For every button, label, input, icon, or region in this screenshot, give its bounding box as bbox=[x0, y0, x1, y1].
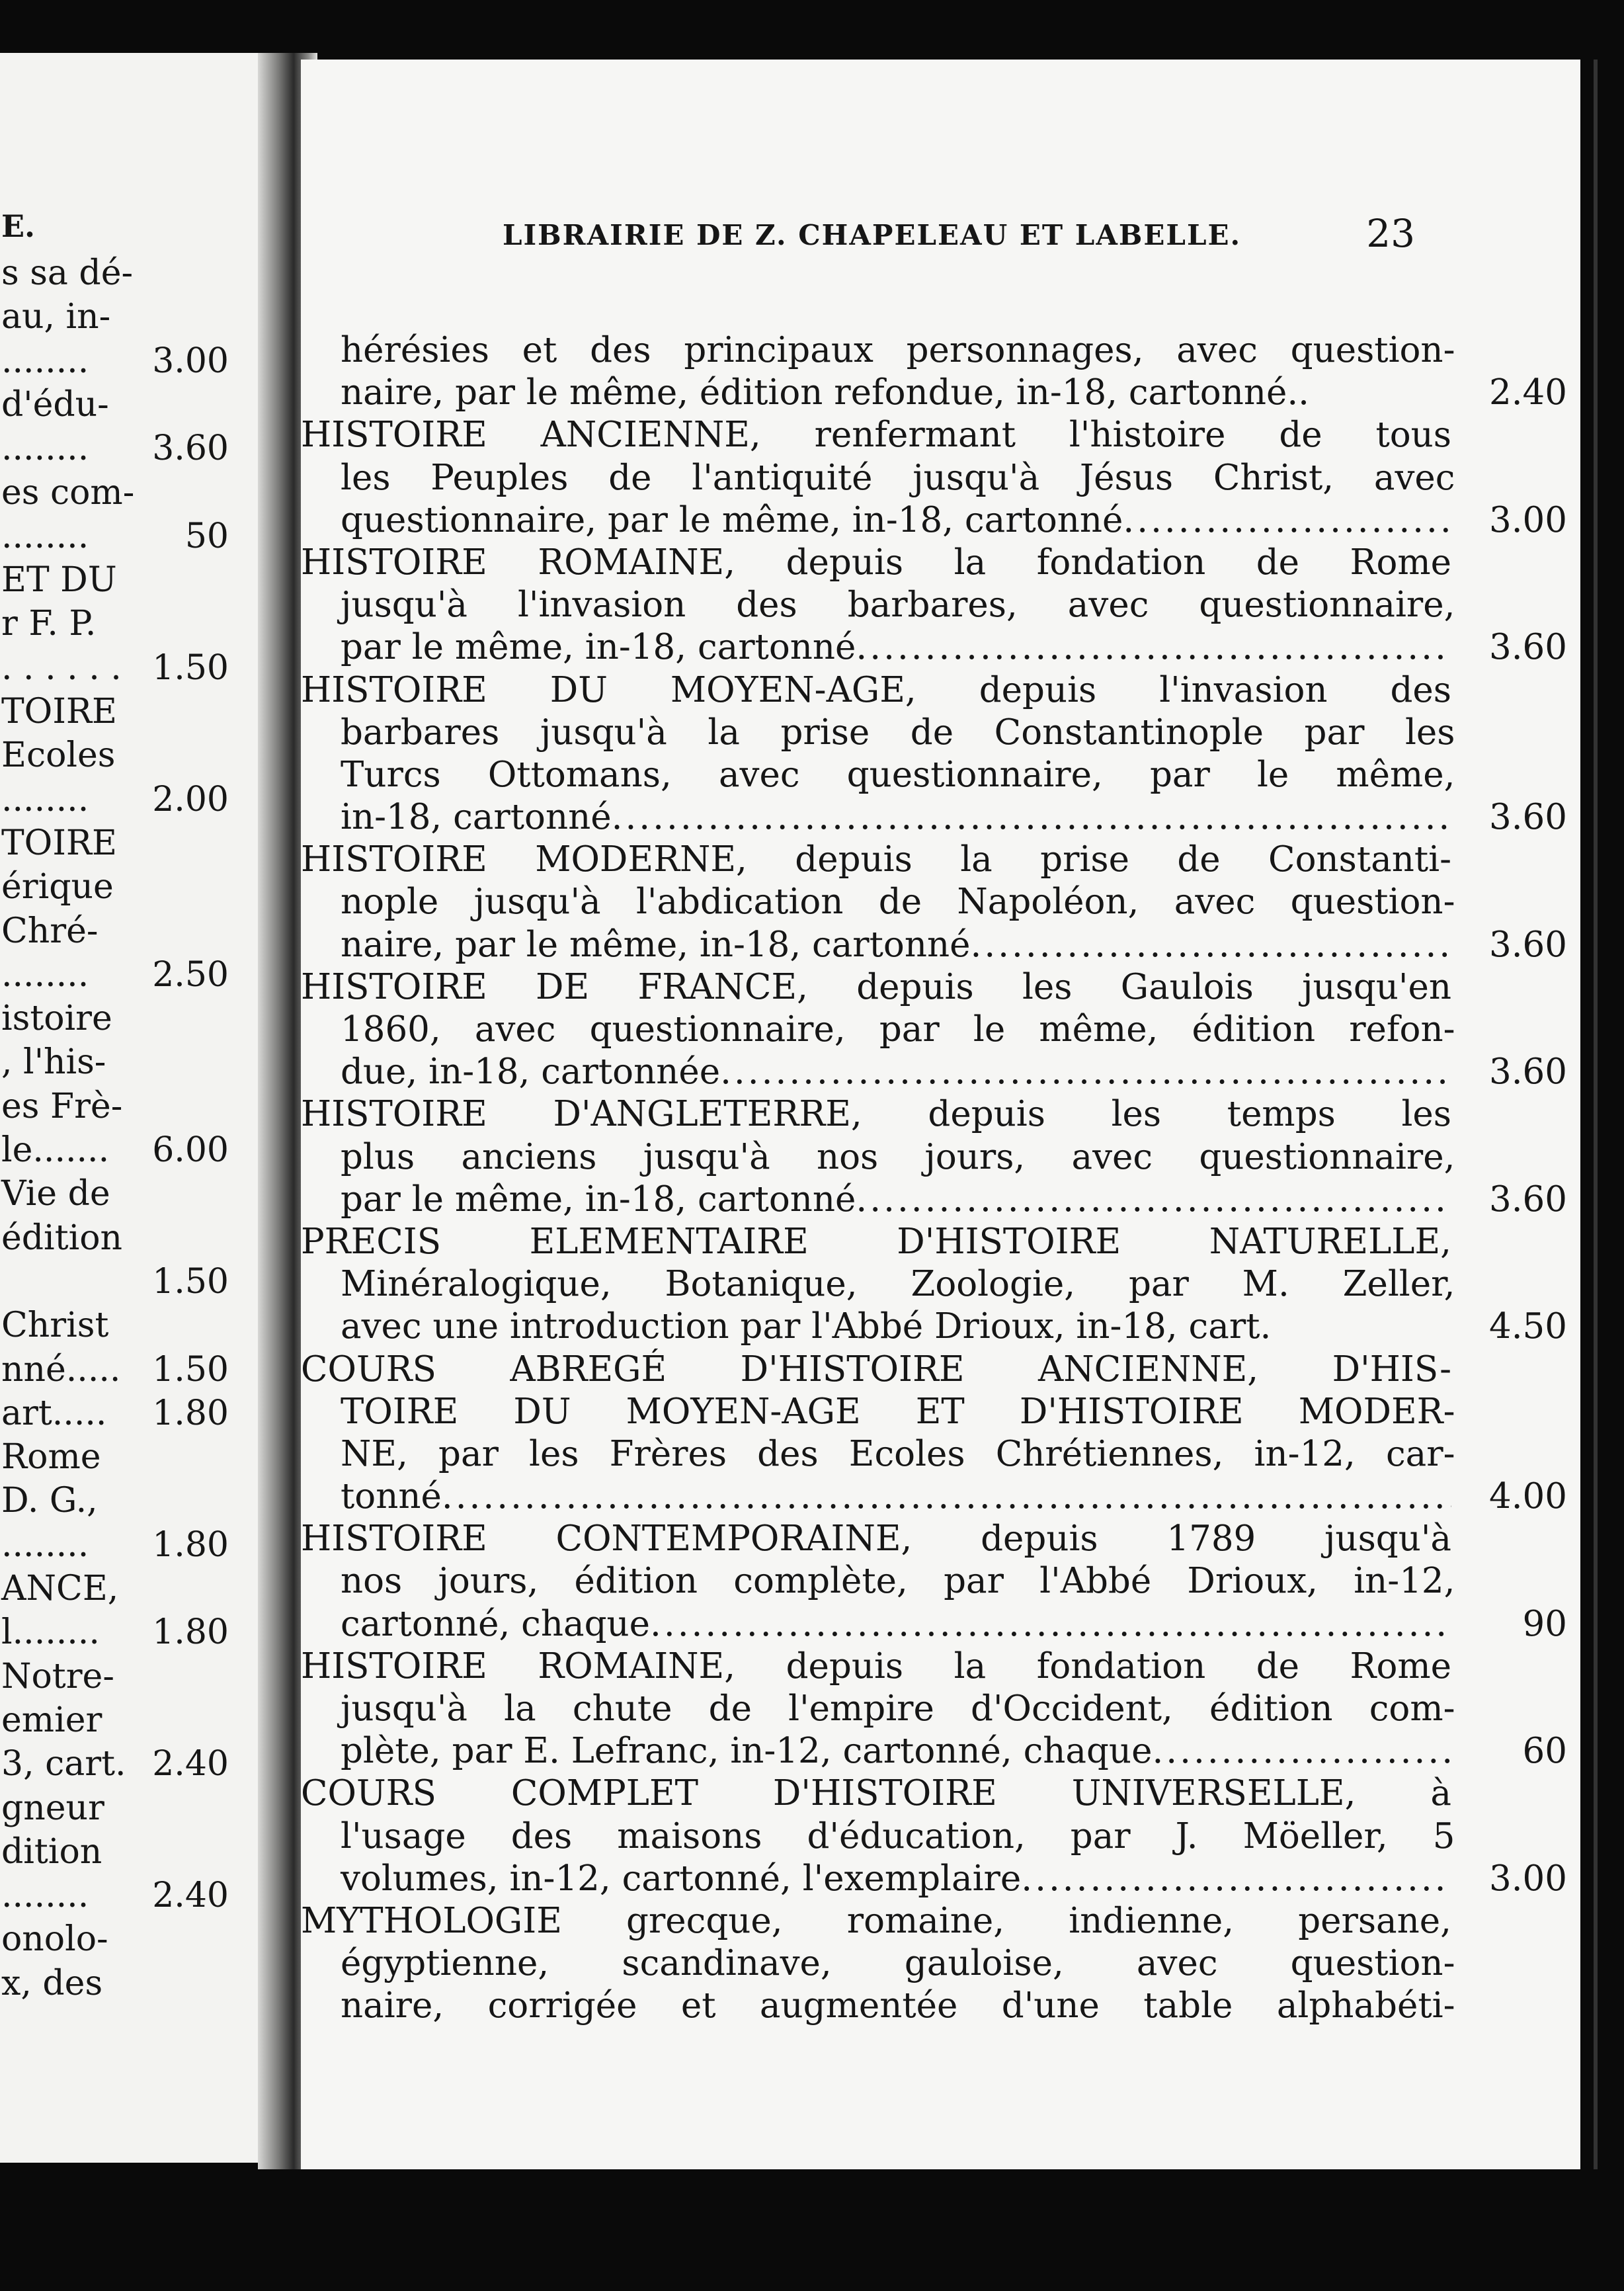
entry-text: nos jours, édition complète, par l'Abbé Drioux, in-12, bbox=[341, 1561, 1455, 1602]
entry-text: MYTHOLOGIE grecque, romaine, indienne, persane, bbox=[301, 1900, 1451, 1941]
left-row-text: l........ bbox=[1, 1612, 100, 1653]
entry-title-line bbox=[301, 1900, 1580, 1942]
left-row-price: 3.60 bbox=[152, 429, 229, 469]
left-page-row bbox=[0, 1742, 271, 1786]
entry-line bbox=[301, 1603, 1580, 1645]
entry-line bbox=[301, 1433, 1580, 1476]
entry-text: TOIRE DU MOYEN-AGE ET D'HISTOIRE MODER- bbox=[341, 1391, 1455, 1432]
entry-line bbox=[301, 712, 1580, 754]
entry-title-line bbox=[301, 669, 1580, 712]
left-row-text: édition bbox=[1, 1218, 123, 1258]
entry-text: l'usage des maisons d'éducation, par J. Möeller, 5 bbox=[341, 1815, 1455, 1856]
left-row-text: emier bbox=[1, 1700, 102, 1740]
left-page-row bbox=[0, 1304, 271, 1347]
entry-line bbox=[301, 1136, 1580, 1179]
left-row-text: dition bbox=[1, 1831, 102, 1872]
entry-text: COURS COMPLET D'HISTOIRE UNIVERSELLE, à bbox=[301, 1773, 1451, 1814]
entry-title-line bbox=[301, 329, 1580, 372]
dot-leader bbox=[1021, 1858, 1451, 1900]
left-row-text: Notre- bbox=[1, 1656, 114, 1696]
catalog-entry bbox=[301, 839, 1580, 966]
left-row-text: D. G., bbox=[1, 1481, 98, 1521]
left-row-text: TOIRE bbox=[1, 823, 117, 863]
entry-title-line bbox=[301, 966, 1580, 1009]
left-row-text: Chré- bbox=[1, 911, 99, 951]
left-row-price: 1.80 bbox=[152, 1393, 229, 1433]
left-row-text: ........ bbox=[1, 954, 89, 995]
left-page-row bbox=[0, 1435, 271, 1479]
entry-text: naire, corrigée et augmentée d'une table alphabéti- bbox=[341, 1985, 1455, 2026]
entry-text: tonné bbox=[341, 1476, 442, 1517]
entry-line bbox=[301, 1858, 1580, 1900]
left-page-row bbox=[0, 1392, 271, 1435]
left-row-text: Rome bbox=[1, 1437, 101, 1478]
left-page-row bbox=[0, 602, 271, 646]
left-running-head: E. bbox=[1, 208, 36, 244]
left-row-text: Vie de bbox=[1, 1174, 110, 1214]
entry-text: jusqu'à l'invasion des barbares, avec questionnaire, bbox=[341, 585, 1455, 626]
entry-line bbox=[301, 1306, 1580, 1348]
entry-text: cartonné, chaque bbox=[341, 1603, 650, 1644]
left-row-text: ........ bbox=[1, 1876, 89, 1916]
entry-text: NE, par les Frères des Ecoles Chrétiennes, in-12, car- bbox=[341, 1433, 1455, 1474]
left-page-row bbox=[0, 997, 271, 1040]
left-page-row bbox=[0, 1128, 271, 1172]
leader-line bbox=[301, 1051, 1451, 1093]
left-page-row bbox=[0, 646, 271, 690]
left-row-text: Ecoles bbox=[1, 735, 116, 776]
entry-text: PRECIS ELEMENTAIRE D'HISTOIRE NATURELLE, bbox=[301, 1221, 1451, 1262]
leader-line bbox=[301, 796, 1451, 839]
entry-price: 2.40 bbox=[1488, 372, 1567, 413]
entry-text: HISTOIRE ANCIENNE, renfermant l'histoire de tous bbox=[301, 415, 1451, 456]
dot-leader bbox=[856, 1179, 1451, 1221]
entry-text: plète, par E. Lefranc, in-12, cartonné, chaque bbox=[341, 1731, 1153, 1772]
left-row-text: x, des bbox=[1, 1963, 103, 2003]
left-row-price: 2.40 bbox=[152, 1876, 229, 1916]
entry-title-line bbox=[301, 1221, 1580, 1263]
left-page-row bbox=[0, 690, 271, 733]
entry-line bbox=[301, 1985, 1580, 2027]
left-row-text: ........ bbox=[1, 341, 89, 381]
entry-text: par le même, in-18, cartonné bbox=[341, 627, 856, 668]
entry-text: in-18, cartonné bbox=[341, 797, 612, 838]
entry-title-line bbox=[301, 1772, 1580, 1815]
entry-text: hérésies et des principaux personnages, avec question- bbox=[341, 330, 1455, 370]
left-row-text: gneur bbox=[1, 1788, 104, 1828]
dot-leader bbox=[856, 626, 1451, 669]
left-row-text: nné..... bbox=[1, 1349, 121, 1390]
entry-text: nople jusqu'à l'abdication de Napoléon, avec question- bbox=[341, 882, 1455, 923]
entry-text: HISTOIRE CONTEMPORAINE, depuis 1789 jusqu'à bbox=[301, 1519, 1451, 1560]
dot-leader bbox=[1123, 499, 1451, 542]
entry-text: avec une introduction par l'Abbé Drioux, in-18, cart. bbox=[341, 1306, 1272, 1347]
entry-line bbox=[301, 924, 1580, 966]
entry-text: naire, par le même, in-18, cartonné bbox=[341, 924, 971, 965]
catalog-entry bbox=[301, 1772, 1580, 1900]
left-row-price: 1.80 bbox=[152, 1612, 229, 1653]
left-row-text: es Frè- bbox=[1, 1086, 123, 1126]
entry-price: 60 bbox=[1522, 1731, 1567, 1772]
left-page-row bbox=[0, 251, 271, 295]
left-page-row bbox=[0, 821, 271, 865]
left-row-price: 2.50 bbox=[152, 954, 229, 995]
entry-line bbox=[301, 584, 1580, 626]
left-page-row bbox=[0, 778, 271, 821]
entry-price: 3.60 bbox=[1488, 1052, 1567, 1093]
entry-line bbox=[301, 1942, 1580, 1985]
dot-leader bbox=[442, 1476, 1451, 1518]
entry-line bbox=[301, 1688, 1580, 1730]
left-page-row bbox=[0, 1348, 271, 1392]
left-row-text: onolo- bbox=[1, 1919, 108, 1960]
left-page-row bbox=[0, 1172, 271, 1216]
left-row-price: 3.00 bbox=[152, 341, 229, 381]
catalog-entry bbox=[301, 329, 1580, 414]
left-row-text: ........ bbox=[1, 516, 89, 556]
leader-line bbox=[301, 1476, 1451, 1518]
left-page-row bbox=[0, 1085, 271, 1128]
left-row-text: TOIRE bbox=[1, 692, 117, 731]
left-row-price: 1.50 bbox=[152, 1349, 229, 1390]
left-page-fragment bbox=[0, 53, 271, 2163]
entry-title-line bbox=[301, 542, 1580, 584]
left-page-row bbox=[0, 733, 271, 777]
entry-price: 3.60 bbox=[1488, 627, 1567, 668]
entry-title-line bbox=[301, 1349, 1580, 1391]
left-row-text: ........ bbox=[1, 779, 89, 819]
left-row-price: 1.50 bbox=[152, 1261, 229, 1302]
left-row-text: au, in- bbox=[1, 297, 111, 337]
entry-title-line bbox=[301, 1645, 1580, 1688]
dot-leader bbox=[612, 796, 1451, 839]
left-page-row bbox=[0, 295, 271, 339]
entry-line bbox=[301, 1560, 1580, 1603]
running-title: LIBRAIRIE DE Z. CHAPELEAU ET LABELLE. bbox=[503, 219, 1242, 251]
left-page-row bbox=[0, 558, 271, 602]
entry-line bbox=[301, 1815, 1580, 1858]
entry-price: 4.00 bbox=[1488, 1476, 1567, 1517]
left-page-row bbox=[0, 909, 271, 953]
left-row-text: Christ bbox=[1, 1306, 109, 1346]
entry-line bbox=[301, 1051, 1580, 1093]
left-page-row bbox=[0, 1830, 271, 1874]
left-row-text: 3, cart. bbox=[1, 1744, 126, 1784]
entry-text: HISTOIRE D'ANGLETERRE, depuis les temps les bbox=[301, 1094, 1451, 1135]
left-page-row bbox=[0, 865, 271, 909]
left-row-price: 2.00 bbox=[152, 779, 229, 819]
entry-text: HISTOIRE ROMAINE, depuis la fondation de Rome bbox=[301, 1645, 1451, 1687]
catalog-entry bbox=[301, 1900, 1580, 2028]
entry-line bbox=[301, 457, 1580, 499]
left-row-text: ........ bbox=[1, 429, 89, 469]
catalog-entries bbox=[301, 329, 1580, 2028]
left-row-text: ANCE, bbox=[1, 1569, 119, 1608]
entry-text: plus anciens jusqu'à nos jours, avec questionnaire, bbox=[341, 1136, 1455, 1177]
leader-line bbox=[301, 1730, 1451, 1772]
entry-text: par le même, in-18, cartonné bbox=[341, 1179, 856, 1220]
left-row-text: es com- bbox=[1, 472, 135, 513]
left-row-text: ........ bbox=[1, 1524, 89, 1565]
left-page-row bbox=[0, 339, 271, 383]
left-page-row bbox=[0, 471, 271, 515]
entry-line bbox=[301, 881, 1580, 923]
entry-text: jusqu'à la chute de l'empire d'Occident, édition com- bbox=[341, 1688, 1455, 1729]
entry-text: Minéralogique, Botanique, Zoologie, par M. Zeller, bbox=[341, 1264, 1455, 1305]
catalog-entry bbox=[301, 1221, 1580, 1349]
entry-text: naire, par le même, édition refondue, in-18, cartonné.. bbox=[341, 372, 1310, 413]
left-page-row bbox=[0, 1479, 271, 1522]
left-row-text: istoire bbox=[1, 999, 112, 1039]
entry-line bbox=[301, 499, 1580, 542]
entry-text: HISTOIRE DE FRANCE, depuis les Gaulois jusqu'en bbox=[301, 966, 1451, 1007]
left-page-row bbox=[0, 1216, 271, 1260]
left-row-text: ET DU bbox=[1, 560, 117, 601]
entry-price: 3.00 bbox=[1488, 1858, 1567, 1899]
left-page-row bbox=[0, 1874, 271, 1917]
left-page-row bbox=[0, 1523, 271, 1567]
dot-leader bbox=[720, 1051, 1451, 1093]
left-row-text: . . . . . . bbox=[1, 647, 122, 688]
entry-text: questionnaire, par le même, in-18, cartonné bbox=[341, 499, 1123, 540]
left-page-row bbox=[0, 953, 271, 997]
leader-line bbox=[301, 924, 1451, 966]
catalog-entry bbox=[301, 1349, 1580, 1519]
page-edge bbox=[1594, 60, 1598, 2169]
left-row-price: 50 bbox=[184, 516, 229, 556]
left-page-row bbox=[0, 1917, 271, 1961]
left-row-text: s sa dé- bbox=[1, 253, 134, 293]
left-row-price: 6.00 bbox=[152, 1130, 229, 1170]
dot-leader bbox=[970, 924, 1451, 966]
leader-line bbox=[301, 1858, 1451, 1900]
catalog-entry bbox=[301, 414, 1580, 542]
leader-line bbox=[301, 626, 1451, 669]
left-page-row bbox=[0, 1698, 271, 1742]
entry-price: 3.60 bbox=[1488, 1179, 1567, 1220]
entry-text: HISTOIRE MODERNE, depuis la prise de Constanti- bbox=[301, 839, 1451, 880]
left-row-text: r F. P. bbox=[1, 604, 97, 644]
catalog-page bbox=[301, 60, 1580, 2169]
catalog-entry bbox=[301, 1518, 1580, 1645]
entry-text: les Peuples de l'antiquité jusqu'à Jésus Christ, avec bbox=[341, 457, 1455, 498]
left-row-text: érique bbox=[1, 867, 114, 907]
entry-title-line bbox=[301, 414, 1580, 456]
entry-price: 3.60 bbox=[1488, 797, 1567, 838]
entry-text: volumes, in-12, cartonné, l'exemplaire bbox=[341, 1858, 1022, 1899]
left-row-text: d'édu- bbox=[1, 384, 109, 425]
entry-line bbox=[301, 1009, 1580, 1051]
left-page-row bbox=[0, 1567, 271, 1610]
entry-text: 1860, avec questionnaire, par le même, édition refon- bbox=[341, 1009, 1455, 1050]
catalog-entry bbox=[301, 966, 1580, 1094]
left-page-row bbox=[0, 1610, 271, 1654]
leader-line bbox=[301, 1603, 1451, 1645]
left-row-price: 1.50 bbox=[152, 647, 229, 688]
catalog-entry bbox=[301, 1093, 1580, 1221]
entry-line bbox=[301, 1476, 1580, 1518]
entry-price: 3.00 bbox=[1488, 499, 1567, 540]
page-number: 23 bbox=[1366, 211, 1415, 256]
entry-line bbox=[301, 1730, 1580, 1772]
left-page-row bbox=[0, 1786, 271, 1830]
dot-leader bbox=[650, 1603, 1451, 1645]
entry-text: Turcs Ottomans, avec questionnaire, par le même, bbox=[341, 754, 1455, 795]
entry-line bbox=[301, 1391, 1580, 1433]
left-page-row bbox=[0, 1962, 271, 2005]
entry-line bbox=[301, 1263, 1580, 1306]
leader-line bbox=[301, 499, 1451, 542]
left-row-price: 2.40 bbox=[152, 1744, 229, 1784]
left-page-row bbox=[0, 383, 271, 427]
entry-text: HISTOIRE DU MOYEN-AGE, depuis l'invasion des bbox=[301, 669, 1451, 710]
left-page-row bbox=[0, 1040, 271, 1084]
entry-line bbox=[301, 754, 1580, 796]
entry-line bbox=[301, 1179, 1580, 1221]
left-row-text: , l'his- bbox=[1, 1042, 106, 1083]
entry-text: HISTOIRE ROMAINE, depuis la fondation de Rome bbox=[301, 542, 1451, 583]
entry-price: 3.60 bbox=[1488, 924, 1567, 965]
entry-price: 4.50 bbox=[1488, 1306, 1567, 1347]
entry-text: due, in-18, cartonnée bbox=[341, 1052, 721, 1093]
left-page-row bbox=[0, 515, 271, 558]
left-row-text: art..... bbox=[1, 1393, 107, 1433]
catalog-entry bbox=[301, 669, 1580, 839]
entry-title-line bbox=[301, 1093, 1580, 1136]
entry-price: 90 bbox=[1522, 1603, 1567, 1644]
entry-title-line bbox=[301, 839, 1580, 881]
entry-line bbox=[301, 796, 1580, 839]
left-page-row bbox=[0, 1655, 271, 1698]
left-page-row bbox=[0, 427, 271, 470]
entry-text: égyptienne, scandinave, gauloise, avec question- bbox=[341, 1943, 1455, 1984]
entry-line bbox=[301, 626, 1580, 669]
catalog-entry bbox=[301, 542, 1580, 669]
catalog-entry bbox=[301, 1645, 1580, 1773]
entry-text: COURS ABREGÉ D'HISTOIRE ANCIENNE, D'HIS- bbox=[301, 1349, 1451, 1390]
left-page-row bbox=[0, 1260, 271, 1304]
entry-title-line bbox=[301, 1518, 1580, 1560]
left-row-text: le....... bbox=[1, 1130, 110, 1170]
running-head bbox=[301, 210, 1580, 263]
left-row-price: 1.80 bbox=[152, 1524, 229, 1565]
entry-line bbox=[301, 372, 1580, 414]
leader-line bbox=[301, 1179, 1451, 1221]
dot-leader bbox=[1152, 1730, 1451, 1772]
entry-text: barbares jusqu'à la prise de Constantinople par les bbox=[341, 712, 1455, 753]
